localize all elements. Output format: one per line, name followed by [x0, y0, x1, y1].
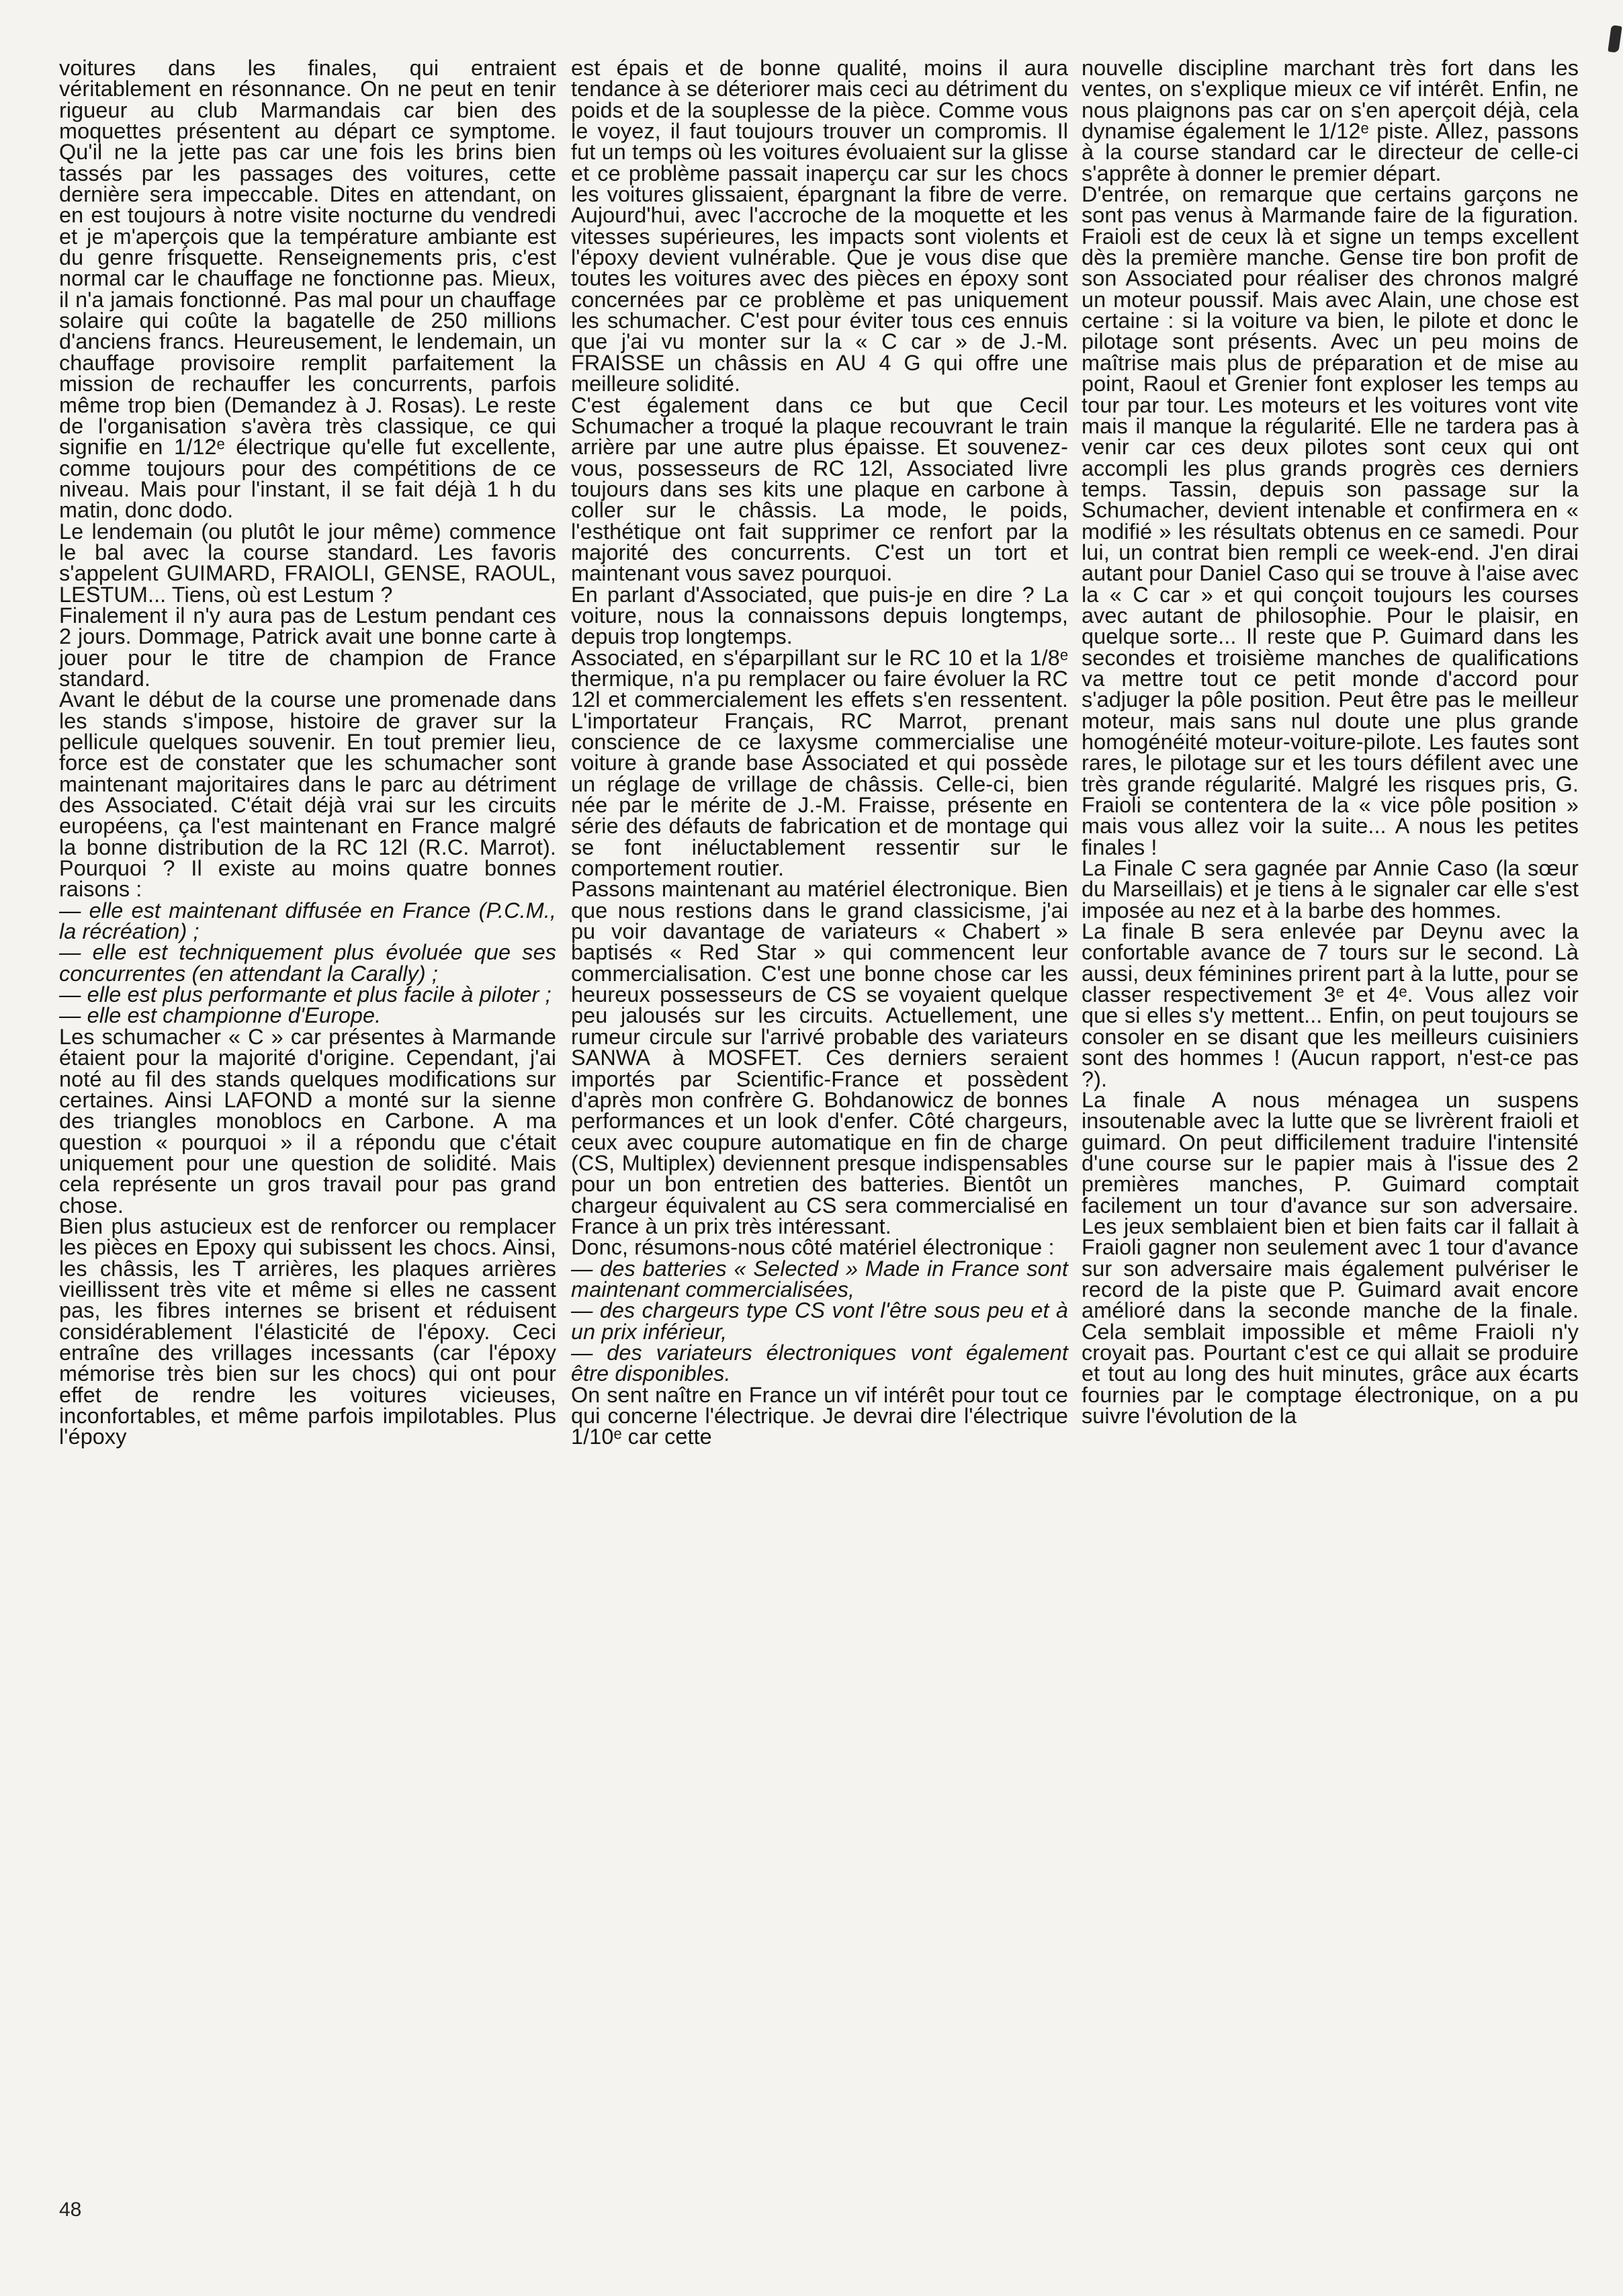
paragraph: Le lendemain (ou plutôt le jour même) commence le bal avec la course standard. Les favoris s'appelent GUIMARD, FRAIOLI, GENSE, RAOUL, LESTUM... Tiens, où est Lestum ?	[59, 519, 556, 607]
list-item-italic: — elle est maintenant diffusée en France (P.C.M., la récréation) ;	[59, 898, 556, 944]
paragraph: On sent naître en France un vif intérêt pour tout ce qui concerne l'électrique. Je devrai dire l'électrique 1/10ᵉ car cette	[571, 1382, 1068, 1449]
text-column-2	[571, 58, 1068, 1448]
list-item-italic: — elle est techniquement plus évoluée que ses concurrentes (en attendant la Carally) ;	[59, 940, 556, 986]
paragraph: En parlant d'Associated, que puis-je en dire ? La voiture, nous la connaissons depuis longtemps, depuis trop longtemps.	[571, 582, 1068, 649]
paragraph: Passons maintenant au matériel électronique. Bien que nous restions dans le grand classicisme, j'ai pu voir davantage de variateurs « Chabert » baptisés « Red Star » qui commencent leur commercialisation. C'est une bonne chose car les heureux possesseurs de CS se voyaient quelque peu jalousés sur les circuits. Actuellement, une rumeur circule sur l'arrivé probable des variateurs SANWA à MOSFET. Ces derniers seraient importés par Scientific-France et possèdent d'après mon confrère G. Bohdanowicz de bonnes performances et un look d'enfer. Côté chargeurs, ceux avec coupure automatique en fin de charge (CS, Multiplex) deviennent presque indispensables pour un bon entretien des batteries. Bientôt un chargeur équivalent au CS sera commercialisé en France à un prix très intéressant.	[571, 877, 1068, 1238]
list-item-italic: — elle est championne d'Europe.	[59, 1003, 382, 1028]
paragraph: Avant le début de la course une promenade dans les stands s'impose, histoire de graver sur la pellicule quelques souvenir. En tout premier lieu, force est de constater que les schumacher sont maintenant majoritaires dans le parc au détriment des Associated. C'était déjà vrai sur les circuits européens, ça l'est maintenant en France malgré la bonne distribution de la RC 12l (R.C. Marrot). Pourquoi ? Il existe au moins quatre bonnes raisons :	[59, 687, 556, 902]
list-item-italic: — des variateurs électroniques vont également être disponibles.	[571, 1340, 1068, 1386]
paragraph: est épais et de bonne qualité, moins il aura tendance à se déteriorer mais ceci au détriment du poids et de la souplesse de la pièce. Comme vous le voyez, il faut toujours trouver un compromis. Il fut un temps où les voitures évoluaient sur la glisse et ce problème passait inaperçu car sur les chocs les voitures glissaient, épargnant la fibre de verre. Aujourd'hui, avec l'accroche de la moquette et les vitesses supérieures, les impacts sont violents et l'époxy devient vulnérable. Que je vous dise que toutes les voitures avec des pièces en époxy sont concernées par ce problème et pas uniquement les schumacher. C'est pour éviter tous ces ennuis que j'ai vu monter sur la « C car » de J.-M. FRAISSE un châssis en AU 4 G qui offre une meilleure solidité.	[571, 56, 1068, 396]
list-item-italic: — des batteries « Selected » Made in France sont maintenant commercialisées,	[571, 1256, 1068, 1302]
paragraph: voitures dans les finales, qui entraient véritablement en résonnance. On ne peut en tenir rigueur au club Marmandais car bien des moquettes présentent au départ ce symptome. Qu'il ne la jette pas car une fois les brins bien tassés par les passages des voitures, cette dernière sera impeccable. Dites en attendant, on en est toujours à notre visite nocturne du vendredi et je m'aperçois que la température ambiante est du genre frisquette. Renseignements pris, c'est normal car le chauffage ne fonctionne pas. Mieux, il n'a jamais fonctionné. Pas mal pour un chauffage solaire qui coûte la bagatelle de 250 millions d'anciens francs. Heureusement, le lendemain, un chauffage provisoire remplit parfaitement la mission de rechauffer les concurrents, parfois même trop bien (Demandez à J. Rosas). Le reste de l'organisation s'avèra très classique, ce qui signifie en 1/12ᵉ électrique qu'elle fut excellente, comme toujours pour des compétitions de ce niveau. Mais pour l'instant, il se fait déjà 1 h du matin, donc dodo.	[59, 56, 556, 523]
page-number: 48	[59, 2199, 82, 2221]
paragraph: Donc, résumons-nous côté matériel électronique :	[571, 1235, 1055, 1260]
paragraph: nouvelle discipline marchant très fort dans les ventes, on s'explique mieux ce vif intérêt. Enfin, ne nous plaignons pas car on s'en aperçoit déjà, cela dynamise également le 1/12ᵉ piste. Allez, passons à la course standard car le directeur de celle-ci s'apprête à donner le premier départ.	[1082, 56, 1579, 185]
paragraph: Finalement il n'y aura pas de Lestum pendant ces 2 jours. Dommage, Patrick avait une bonne carte à jouer pour le titre de champion de France standard.	[59, 603, 556, 691]
paragraph: La finale B sera enlevée par Deynu avec la confortable avance de 7 tours sur le second. Là aussi, deux féminines prirent part à la lutte, pour se classer respectivement 3ᵉ et 4ᵉ. Vous allez voir que si elles s'y mettent... Enfin, on peut toujours se consoler en se disant que les meilleurs cuisiniers sont des hommes ! (Aucun rapport, n'est-ce pas ?).	[1082, 919, 1579, 1091]
paragraph: Bien plus astucieux est de renforcer ou remplacer les pièces en Epoxy qui subissent les chocs. Ainsi, les châssis, les T arrières, les plaques arrières vieillissent très vite et même si elles ne cassent pas, les fibres internes se brisent et réduisent considérablement l'élasticité de l'époxy. Ceci entraîne des vrillages incessants (car l'époxy mémorise très bien sur les chocs) qui ont pour effet de rendre les voitures vicieuses, inconfortables, et même parfois impilotables. Plus l'époxy	[59, 1214, 556, 1449]
paragraph: Les schumacher « C » car présentes à Marmande étaient pour la majorité d'origine. Cependant, j'ai noté au fil des stands quelques modifications sur certaines. Ainsi LAFOND a monté sur la sienne des triangles monoblocs en Carbone. A ma question « pourquoi » il a répondu que c'était uniquement pour une question de solidité. Mais cela représente un gros travail pour pas grand chose.	[59, 1024, 556, 1218]
paragraph: La finale A nous ménagea un suspens insoutenable avec la lutte que se livrèrent fraioli et guimard. On peut difficilement traduire l'intensité d'une course sur le papier mais à l'issue des 2 premières manches, P. Guimard comptait facilement un tour d'avance sur son adversaire. Les jeux semblaient bien et bien faits car il fallait à Fraioli gagner non seulement avec 1 tour d'avance sur son adversaire mais également pulvériser le record de la piste que P. Guimard avait encore amélioré dans la seconde manche de la finale. Cela semblait impossible et même Fraioli n'y croyait pas. Pourtant c'est ce qui allait se produire et tout au long des huit minutes, grâce aux écarts fournies par le comptage électronique, on a pu suivre l'évolution de la	[1082, 1087, 1579, 1428]
text-column-3	[1082, 58, 1579, 1427]
paragraph: La Finale C sera gagnée par Annie Caso (la sœur du Marseillais) et je tiens à le signaler car elle s'est imposée au nez et à la barbe des hommes.	[1082, 856, 1579, 923]
corner-ink-mark	[1608, 25, 1622, 53]
paragraph: C'est également dans ce but que Cecil Schumacher a troqué la plaque recouvrant le train arrière par une autre plus épaisse. Et souvenez-vous, possesseurs de RC 12l, Associated livre toujours dans ses kits une plaque en carbone à coller sur le châssis. La mode, le poids, l'esthétique ont fait supprimer ce renfort par la majorité des concurrents. C'est un tort et maintenant vous savez pourquoi.	[571, 392, 1068, 586]
text-column-1	[59, 58, 556, 1448]
paragraph: Associated, en s'éparpillant sur le RC 10 et la 1/8ᵉ thermique, n'a pu remplacer ou faire évoluer la RC 12l et commercialement les effets s'en ressentent. L'importateur Français, RC Marrot, prenant conscience de ce laxysme commercialise une voiture à grande base Associated et qui possède un réglage de vrillage de châssis. Celle-ci, bien née par le mérite de J.-M. Fraisse, présente en série des défauts de fabrication et de montage qui se font inéluctablement ressentir sur le comportement routier.	[571, 645, 1068, 881]
paragraph: D'entrée, on remarque que certains garçons ne sont pas venus à Marmande faire de la figuration. Fraioli est de ceux là et signe un temps excellent dès la première manche. Gense tire bon profit de son Associated pour réaliser des chronos malgré un moteur poussif. Mais avec Alain, une chose est certaine : si la voiture va bien, le pilote et donc le pilotage sont présents. Avec un peu moins de maîtrise mais plus de préparation et de mise au point, Raoul et Grenier font exploser les temps au tour par tour. Les moteurs et les voitures vont vite mais il manque la régularité. Elle ne tardera pas à venir car ces deux pilotes sont ceux qui ont accompli les plus grands progrès ces derniers temps. Tassin, depuis son passage sur la Schumacher, devient intenable et confirmera en « modifié » les résultats obtenus en ce samedi. Pour lui, un contrat bien rempli ce week-end. J'en dirai autant pour Daniel Caso qui se trouve à l'aise avec la « C car » et qui conçoit toujours les courses avec autant de philosophie. Pour le plaisir, en quelque sorte... Il reste que P. Guimard dans les secondes et troisième manches de qualifications va mettre tout ce petit monde d'accord pour s'adjuger la pôle position. Peut être pas le meilleur moteur, mais sans nul doute une plus grande homogénéité moteur-voiture-pilote. Les fautes sont rares, le pilotage sur et les tours défilent avec une très grande régularité. Malgré les risques pris, G. Fraioli se contentera de la « vice pôle position » mais vous allez voir la suite... A nous les petites finales !	[1082, 182, 1579, 859]
list-item-italic: — elle est plus performante et plus facile à piloter ;	[59, 982, 552, 1007]
list-item-italic: — des chargeurs type CS vont l'être sous peu et à un prix inférieur,	[571, 1298, 1068, 1344]
